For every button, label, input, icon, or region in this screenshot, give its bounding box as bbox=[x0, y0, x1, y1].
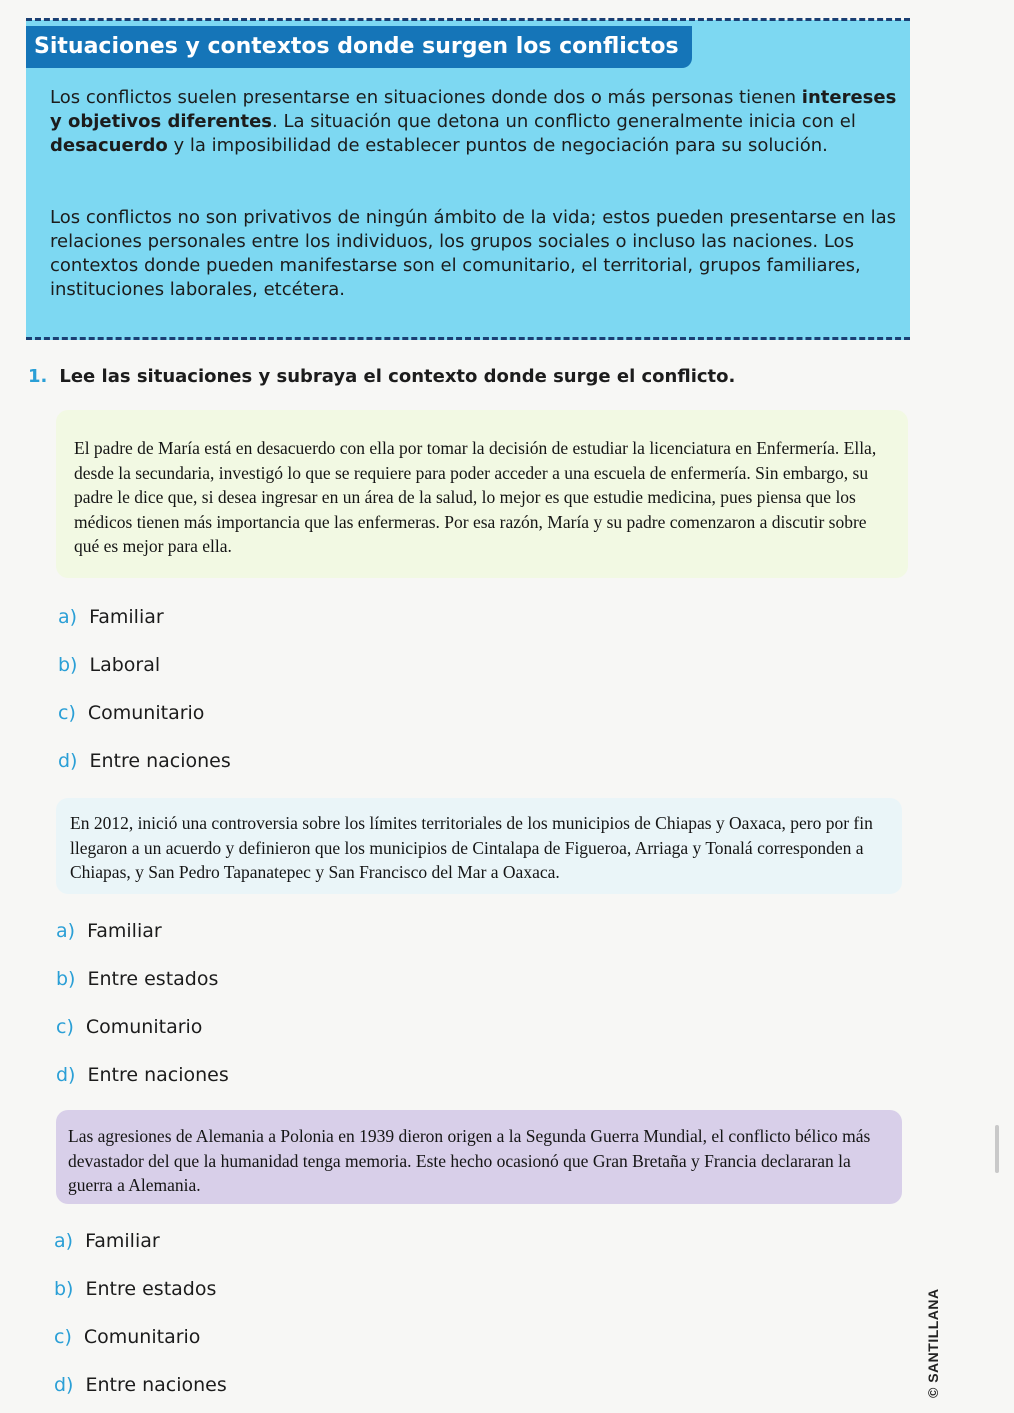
key-term-intereses: intereses y objetivos diferentes bbox=[50, 87, 897, 132]
dashed-border-bottom bbox=[26, 337, 910, 340]
question-text: Lee las situaciones y subraya el contexto donde surge el conflicto. bbox=[59, 366, 736, 387]
situation-1-option-a[interactable]: a) Familiar bbox=[58, 606, 164, 628]
situation-2-option-a[interactable]: a) Familiar bbox=[56, 920, 162, 942]
situation-1-option-d[interactable]: d) Entre naciones bbox=[58, 750, 231, 772]
info-paragraph-2: Los conflictos no son privativos de ningún ámbito de la vida; estos pueden presentarse en las relaciones personales entre los individuos, los grupos sociales o incluso las naciones. Los contextos donde pueden manifestarse son el comunitario, el territorial, grupos familiares, instituciones laborales, etcétera. bbox=[50, 207, 896, 300]
situation-1-passage: El padre de María está en desacuerdo con ella por tomar la decisión de estudiar la licenciatura en Enfermería. Ella, desde la secundaria, investigó lo que se requiere para poder acceder a una escuela de enfermería. Sin embargo, su padre le dice que, si desea ingresar en un área de la salud, lo mejor es que estudie medicina, pues piensa que los médicos tienen más importancia que las enfermeras. Por esa razón, María y su padre comenzaron a discutir sobre qué es mejor para ella. bbox=[56, 410, 908, 578]
situation-3-option-d[interactable]: d) Entre naciones bbox=[54, 1374, 227, 1396]
info-title: Situaciones y contextos donde surgen los conflictos bbox=[26, 26, 692, 68]
situation-2-option-d[interactable]: d) Entre naciones bbox=[56, 1064, 229, 1086]
situation-3-option-b[interactable]: b) Entre estados bbox=[54, 1278, 217, 1300]
publisher-logo bbox=[918, 1270, 946, 1400]
key-term-desacuerdo: desacuerdo bbox=[50, 135, 168, 156]
situation-1-option-b[interactable]: b) Laboral bbox=[58, 654, 161, 676]
situation-2-option-c[interactable]: c) Comunitario bbox=[56, 1016, 203, 1038]
info-paragraph-1: Los conflictos suelen presentarse en situaciones donde dos o más personas tienen intereses y objetivos diferentes. La situación que detona un conflicto generalmente inicia con el desacuerdo y la imposibilidad de establecer puntos de negociación para su solución. bbox=[50, 87, 897, 156]
situation-3-option-a[interactable]: a) Familiar bbox=[54, 1230, 160, 1252]
dashed-border-top bbox=[26, 18, 910, 21]
page-edge-mark bbox=[995, 1125, 999, 1173]
situation-1-option-c[interactable]: c) Comunitario bbox=[58, 702, 205, 724]
situation-3-passage: Las agresiones de Alemania a Polonia en 1939 dieron origen a la Segunda Guerra Mundial, el conflicto bélico más devastador del que la humanidad tenga memoria. Este hecho ocasionó que Gran Bretaña y Francia declararan la guerra a Alemania. bbox=[56, 1110, 902, 1204]
situation-3-option-c[interactable]: c) Comunitario bbox=[54, 1326, 201, 1348]
situation-2-option-b[interactable]: b) Entre estados bbox=[56, 968, 219, 990]
publisher-logo-text: © SANTILLANA bbox=[925, 1288, 941, 1398]
situation-2-passage: En 2012, inició una controversia sobre los límites territoriales de los municipios de Chiapas y Oaxaca, pero por fin llegaron a un acuerdo y definieron que los municipios de Cintalapa de Figueroa, Arriaga y Tonalá corresponden a Chiapas, y San Pedro Tapanatepec y San Francisco del Mar a Oaxaca. bbox=[56, 798, 902, 894]
question-instruction bbox=[28, 366, 735, 387]
question-number: 1. bbox=[28, 366, 48, 387]
